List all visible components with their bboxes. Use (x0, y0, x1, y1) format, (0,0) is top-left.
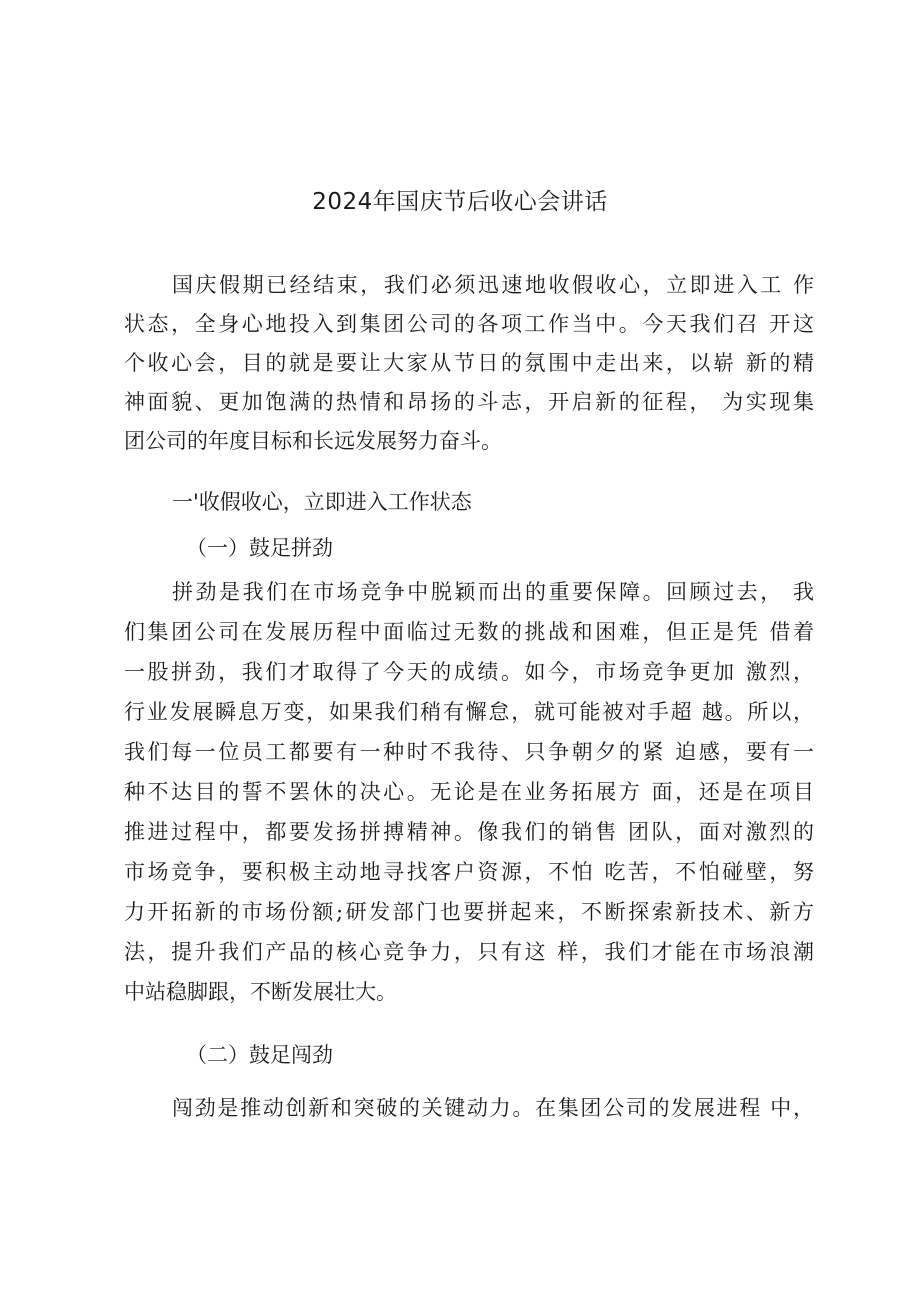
body-line: 我们每一位员工都要有一种时不我待、只争朝夕的紧 迫感，要有一 (124, 740, 814, 764)
document-title: 2024年国庆节后收心会讲话 (312, 189, 608, 215)
body-line: 种不达目的誓不罢休的决心。无论是在业务拓展方 面，还是在项目 (124, 780, 814, 804)
body-line: 法，提升我们产品的核心竞争力，只有这 样，我们才能在市场浪潮 (124, 940, 814, 964)
intro-line: 状态，全身心地投入到集团公司的各项工作当中。今天我们召 开这 (124, 312, 814, 336)
body-line: 推进过程中，都要发扬拼搏精神。像我们的销售 团队，面对激烈的 (124, 820, 814, 844)
section-heading: 一'收假收心，立即进入工作状态 (172, 490, 472, 514)
body-line: 行业发展瞬息万变，如果我们稍有懈怠，就可能被对手超 越。所以， (124, 700, 814, 724)
intro-line: 个收心会，目的就是要让大家从节日的氛围中走出来，以崭 新的精 (124, 351, 814, 375)
subsection-heading: （一）鼓足拼劲 (186, 536, 333, 560)
body-line: 市场竞争，要积极主动地寻找客户资源，不怕 吃苦，不怕碰壁，努 (124, 860, 814, 884)
intro-line: 团公司的年度目标和长远发展努力奋斗。 (124, 429, 502, 453)
intro-line: 国庆假期已经结束，我们必须迅速地收假收心，立即进入工 作 (172, 273, 814, 297)
subsection-heading: （二）鼓足闯劲 (186, 1043, 333, 1067)
body-line: 闯劲是推动创新和突破的关键动力。在集团公司的发展进程 中， (172, 1096, 814, 1120)
body-line: 一股拼劲，我们才取得了今天的成绩。如今，市场竞争更加 激烈， (124, 660, 814, 684)
body-line: 力开拓新的市场份额;研发部门也要拼起来，不断探索新技术、新方 (124, 900, 814, 924)
body-line: 们集团公司在发展历程中面临过无数的挑战和困难，但正是凭 借着 (124, 620, 814, 644)
body-line: 中站稳脚跟，不断发展壮大。 (124, 980, 397, 1004)
intro-line: 神面貌、更加饱满的热情和昂扬的斗志，开启新的征程， 为实现集 (124, 390, 814, 414)
body-line: 拼劲是我们在市场竞争中脱颖而出的重要保障。回顾过去， 我 (172, 580, 814, 604)
